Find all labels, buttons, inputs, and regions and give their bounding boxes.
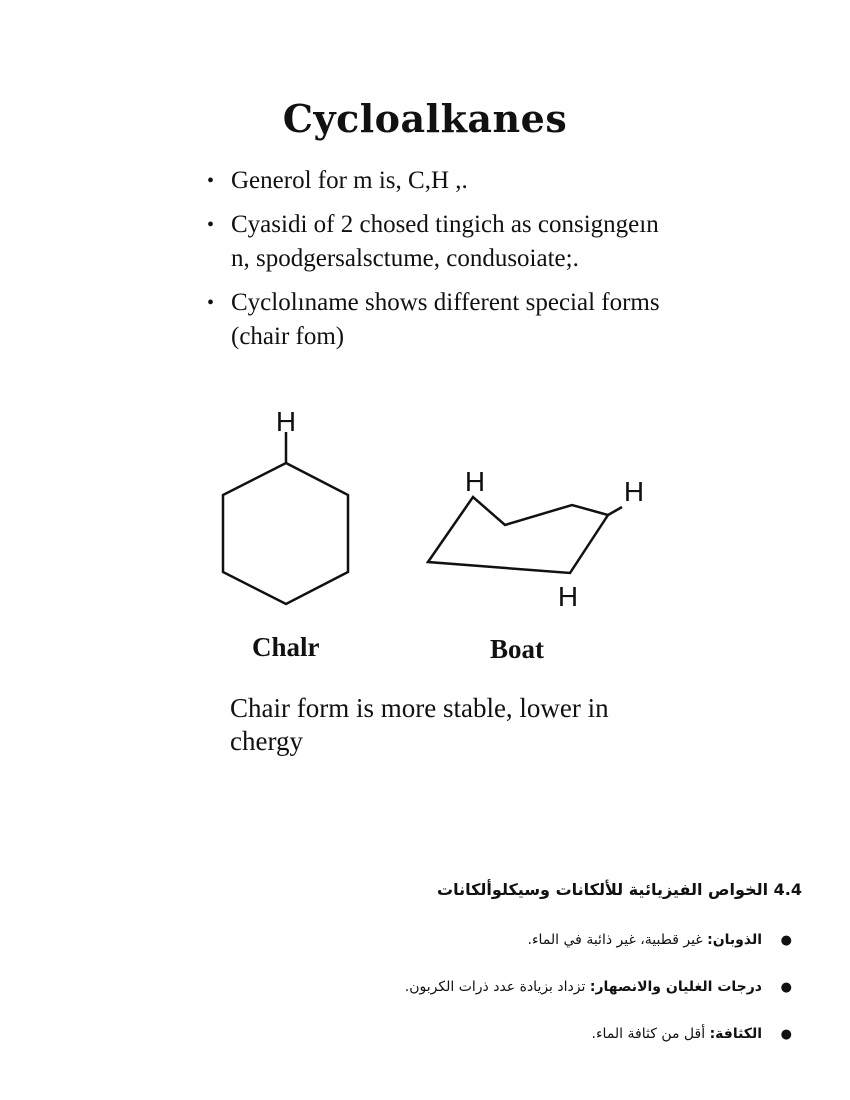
- property-term: الذوبان: [712, 932, 762, 948]
- property-text: أقل من كثافة الماء.: [591, 1026, 710, 1042]
- properties-list: [242, 930, 802, 1071]
- property-text: تزداد بزيادة عدد ذرات الكربون.: [404, 979, 590, 995]
- bullet-dot-icon: ●: [780, 1027, 792, 1042]
- property-text: غير قطبية، غير ذائبة في الماء.: [527, 932, 708, 948]
- bullet-item: [205, 208, 675, 276]
- bullet-dot-icon: •: [207, 214, 215, 236]
- boat-hydrogen-label-bottom: H: [557, 581, 579, 612]
- boat-hydrogen-label-right: H: [623, 476, 645, 507]
- chair-structure: [223, 406, 348, 604]
- property-item: ● الكثافة: أقل من كثافة الماء.: [242, 1024, 802, 1071]
- chair-ring: [223, 463, 348, 604]
- boat-structure: [428, 466, 644, 612]
- bullet-dot-icon: •: [207, 170, 215, 192]
- bullet-dot-icon: ●: [780, 933, 792, 948]
- boat-ring: [428, 497, 608, 573]
- boat-label: Boat: [490, 634, 544, 664]
- bullet-text: Cyasidi of 2 chosed tingich as consigngeın n, spodgersalsctume, condusoiate;.: [231, 211, 659, 272]
- bullet-list: [205, 164, 675, 364]
- boat-hydrogen-bond: [608, 507, 622, 515]
- slide-title: Cycloalkanes: [282, 96, 568, 141]
- bullet-dot-icon: •: [207, 292, 215, 314]
- bullet-text: Cyclolıname shows different special forms (chair fom): [231, 289, 660, 350]
- property-item: ● الذوبان: غير قطبية، غير ذائبة في الماء.: [242, 930, 802, 977]
- bullet-text: Generol for m is, C,H ,.: [231, 167, 468, 194]
- chair-hydrogen-label: H: [275, 406, 297, 437]
- section-heading: 4.4 الخواص الفيزيائية للألكانات وسيكلوألكانات: [437, 880, 802, 899]
- bullet-dot-icon: ●: [780, 980, 792, 995]
- bullet-item: [205, 164, 675, 198]
- property-item: ● درجات الغليان والانصهار: تزداد بزيادة عدد ذرات الكربون.: [242, 977, 802, 1024]
- chair-label: Chalr: [252, 632, 320, 662]
- conformation-diagram: [200, 395, 680, 625]
- stability-note: Chair form is more stable, lower in chergy: [230, 693, 609, 756]
- boat-hydrogen-label-top: H: [464, 466, 486, 497]
- property-term: الكثافة: [715, 1026, 762, 1042]
- property-term: درجات الغليان والانصهار: [595, 979, 762, 995]
- bullet-item: [205, 286, 675, 354]
